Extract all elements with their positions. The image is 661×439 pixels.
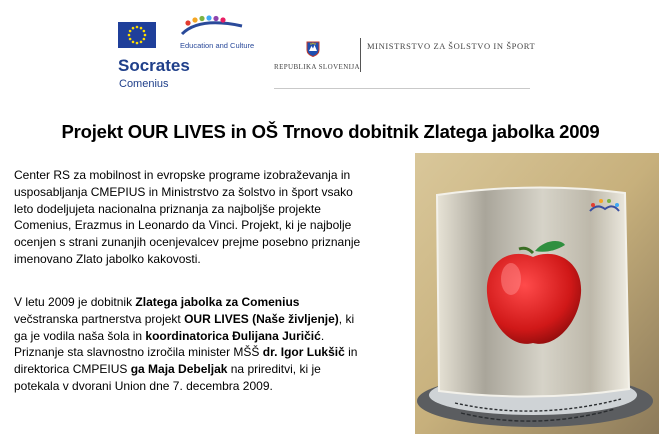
programme-name: Socrates (118, 56, 190, 75)
trophy-photo (415, 153, 659, 434)
education-culture-logo-icon (180, 14, 244, 38)
text-line (14, 311, 357, 328)
text-run: Center RS za mobilnost in evropske programe izobraževanja in (14, 168, 351, 182)
bold-run: Zlatega jabolka za Comenius (135, 295, 300, 309)
text-run: potekala v dvorani Union dne 7. decembra 2009. (14, 378, 273, 393)
bold-run: OUR LIVES (Naše življenje) (184, 311, 339, 326)
bold-run: dr. Igor Lukšič (262, 345, 345, 360)
text-line (14, 328, 357, 345)
eu-flag-icon (118, 22, 156, 48)
text-run: ocenjen s strani zunanjih ocenjevalcev prejme posebno priznanje (14, 235, 361, 250)
logo-divider (360, 38, 361, 72)
text-run: V letu 2009 je dobitnik (14, 295, 136, 309)
bold-run: ga Maja Debeljak (130, 362, 228, 377)
text-run: leto dodeljujeta nacionalna priznanja za najboljše projekte (14, 201, 321, 216)
text-run: ga je vodila naša šola in (14, 328, 146, 343)
text-run: Priznanje sta slavnostno izročila minister MŠŠ (14, 345, 263, 360)
text-line (14, 251, 360, 268)
intro-paragraph (14, 167, 360, 268)
slovenia-crest-icon (306, 41, 320, 57)
award-paragraph (14, 294, 357, 395)
text-run: in (344, 345, 358, 360)
header-rule (274, 88, 530, 89)
text-line (14, 167, 360, 184)
text-run: usposabljanja CMEPIUS in Ministrstvo za šolstvo in šport vsako (14, 184, 353, 199)
bold-run: koordinatorica Đulijana Juričić (145, 328, 321, 343)
text-run: , ki (338, 311, 355, 326)
text-run: na prireditvi, ki je (227, 362, 321, 377)
text-line (14, 234, 360, 251)
ec-caption: Education and Culture (180, 41, 255, 50)
text-run: . (320, 328, 325, 343)
text-run: imenovano Zlato jabolko kakovosti. (14, 251, 201, 266)
page-title: Projekt OUR LIVES in OŠ Trnovo dobitnik Zlatega jabolka 2009 (61, 121, 600, 142)
text-run: večstranska partnerstva projekt (14, 311, 185, 326)
text-line (14, 344, 357, 361)
text-line (14, 201, 360, 218)
text-line (14, 294, 357, 311)
text-run: Comenius, Erazmus in Leonardo da Vinci. Projekt, ki je najbolje (14, 218, 352, 233)
ministry-name: MINISTRSTVO ZA ŠOLSTVO IN ŠPORT (367, 41, 536, 51)
text-line (14, 361, 357, 378)
text-line (14, 378, 357, 395)
text-line (14, 217, 360, 234)
republic-name: REPUBLIKA SLOVENIJA (274, 63, 360, 71)
text-line (14, 184, 360, 201)
subprogramme-name: Comenius (119, 78, 169, 90)
text-run: direktorica CMPEIUS (14, 362, 131, 377)
